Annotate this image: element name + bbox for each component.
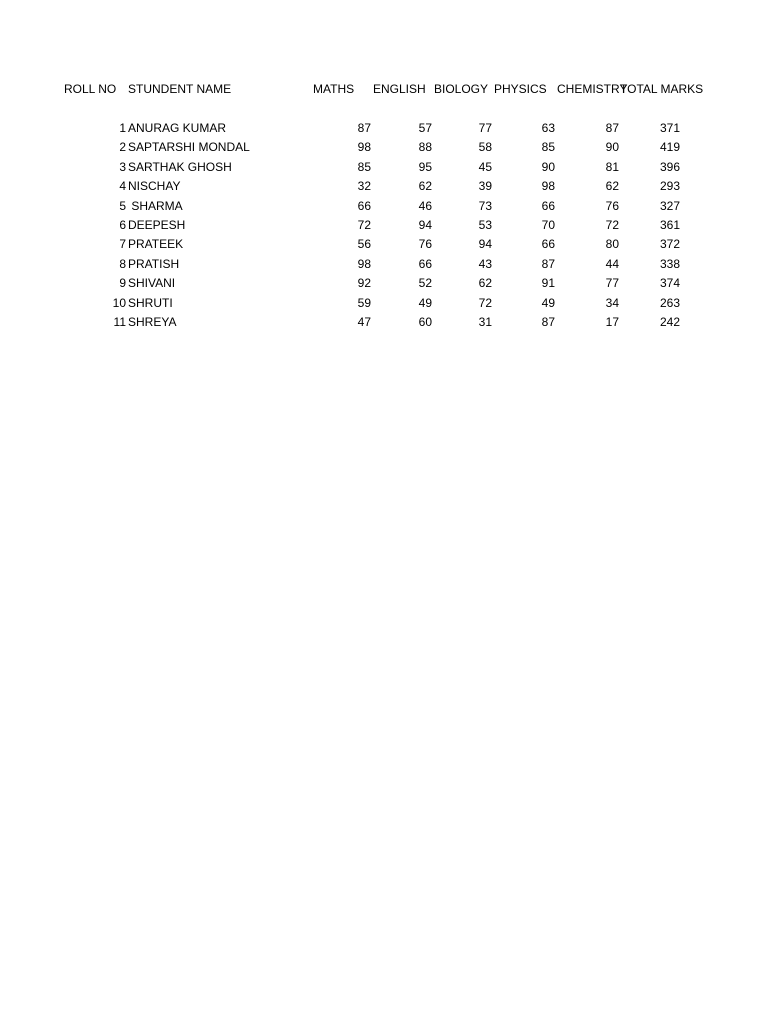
cell-total: 372	[659, 237, 680, 251]
cell-biology: 43	[478, 257, 492, 271]
cell-chemistry: 81	[605, 160, 619, 174]
cell-maths: 66	[357, 199, 371, 213]
cell-roll: 11	[113, 315, 126, 329]
cell-english: 52	[418, 276, 432, 290]
cell-physics: 66	[541, 199, 555, 213]
cell-physics: 70	[541, 218, 555, 232]
cell-roll: 7	[119, 237, 126, 251]
cell-roll: 10	[112, 296, 126, 310]
cell-maths: 85	[357, 160, 371, 174]
cell-name: SARTHAK GHOSH	[128, 160, 232, 174]
cell-maths: 47	[357, 315, 371, 329]
cell-total: 396	[659, 160, 680, 174]
header-chemistry: CHEMISTRY	[557, 82, 628, 96]
cell-physics: 63	[541, 121, 555, 135]
cell-roll: 6	[119, 218, 126, 232]
cell-chemistry: 17	[605, 315, 619, 329]
header-total-marks: TOTAL MARKS	[620, 82, 704, 96]
cell-english: 60	[418, 315, 432, 329]
header-roll-no: ROLL NO	[64, 82, 117, 96]
cell-maths: 72	[357, 218, 371, 232]
cell-maths: 98	[357, 257, 371, 271]
cell-physics: 87	[541, 257, 555, 271]
header-student-name: STUNDENT NAME	[128, 82, 232, 96]
cell-biology: 73	[478, 199, 492, 213]
cell-english: 88	[418, 140, 432, 154]
header-english: ENGLISH	[373, 82, 426, 96]
cell-name: SHIVANI	[128, 276, 176, 290]
header-maths: MATHS	[313, 82, 355, 96]
cell-english: 66	[418, 257, 432, 271]
cell-physics: 66	[541, 237, 555, 251]
cell-english: 94	[418, 218, 432, 232]
cell-total: 327	[659, 199, 680, 213]
cell-chemistry: 44	[605, 257, 619, 271]
cell-roll: 5	[119, 199, 126, 213]
header-biology: BIOLOGY	[434, 82, 489, 96]
cell-name: PRATEEK	[128, 237, 184, 251]
cell-biology: 72	[478, 296, 492, 310]
cell-maths: 59	[357, 296, 371, 310]
cell-name: ANURAG KUMAR	[128, 121, 227, 135]
cell-total: 242	[659, 315, 680, 329]
cell-name: PRATISH	[128, 257, 180, 271]
cell-total: 374	[659, 276, 680, 290]
cell-biology: 45	[478, 160, 492, 174]
cell-name: DEEPESH	[128, 218, 186, 232]
cell-english: 46	[418, 199, 432, 213]
cell-roll: 4	[119, 179, 126, 193]
cell-name: SAPTARSHI MONDAL	[128, 140, 250, 154]
cell-chemistry: 34	[605, 296, 619, 310]
cell-biology: 31	[478, 315, 492, 329]
cell-physics: 98	[541, 179, 555, 193]
cell-chemistry: 76	[605, 199, 619, 213]
cell-chemistry: 80	[605, 237, 619, 251]
cell-total: 419	[659, 140, 680, 154]
cell-chemistry: 62	[605, 179, 619, 193]
cell-english: 57	[418, 121, 432, 135]
cell-english: 49	[418, 296, 432, 310]
cell-roll: 2	[119, 140, 126, 154]
cell-physics: 87	[541, 315, 555, 329]
cell-maths: 98	[357, 140, 371, 154]
cell-roll: 9	[119, 276, 126, 290]
cell-chemistry: 87	[605, 121, 619, 135]
cell-maths: 32	[357, 179, 371, 193]
cell-english: 95	[418, 160, 432, 174]
cell-biology: 53	[478, 218, 492, 232]
cell-biology: 62	[478, 276, 492, 290]
cell-maths: 87	[357, 121, 371, 135]
cell-name: SHARMA	[128, 199, 183, 213]
cell-name: SHREYA	[128, 315, 177, 329]
cell-roll: 8	[119, 257, 126, 271]
cell-english: 76	[418, 237, 432, 251]
cell-roll: 3	[119, 160, 126, 174]
cell-english: 62	[418, 179, 432, 193]
header-physics: PHYSICS	[494, 82, 547, 96]
cell-roll: 1	[119, 121, 126, 135]
cell-biology: 58	[478, 140, 492, 154]
cell-maths: 92	[357, 276, 371, 290]
cell-biology: 39	[478, 179, 492, 193]
cell-total: 361	[659, 218, 680, 232]
cell-chemistry: 90	[605, 140, 619, 154]
cell-biology: 94	[478, 237, 492, 251]
cell-biology: 77	[478, 121, 492, 135]
cell-total: 293	[659, 179, 680, 193]
cell-total: 371	[659, 121, 680, 135]
cell-name: NISCHAY	[128, 179, 181, 193]
cell-maths: 56	[357, 237, 371, 251]
cell-physics: 85	[541, 140, 555, 154]
cell-chemistry: 77	[605, 276, 619, 290]
cell-chemistry: 72	[605, 218, 619, 232]
cell-total: 263	[659, 296, 680, 310]
cell-total: 338	[659, 257, 680, 271]
cell-name: SHRUTI	[128, 296, 173, 310]
cell-physics: 49	[541, 296, 555, 310]
cell-physics: 90	[541, 160, 555, 174]
cell-physics: 91	[541, 276, 555, 290]
